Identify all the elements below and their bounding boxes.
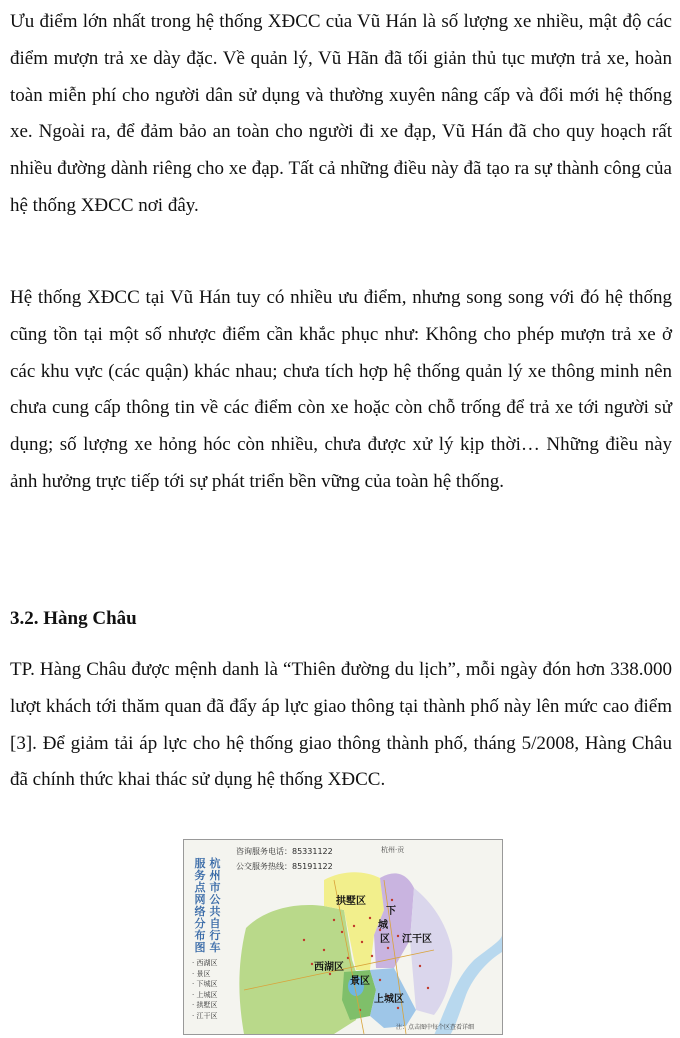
map-title-column-2 xyxy=(193,858,207,954)
legend-item: · 拱墅区 xyxy=(192,1001,218,1009)
hotline-consult: 咨询服务电话：85331122 xyxy=(236,847,333,856)
map-title-char: 车 xyxy=(209,941,221,954)
map-title-char: 图 xyxy=(194,941,206,954)
map-title-char: 点 xyxy=(194,881,206,894)
map-title-char: 络 xyxy=(194,905,206,918)
section-heading: 3.2. Hàng Châu xyxy=(10,608,137,629)
label-jingqu: 景区 xyxy=(350,976,370,987)
map-title-char: 共 xyxy=(209,905,221,918)
label-jianggan: 江干区 xyxy=(402,934,432,945)
map-title-char: 州 xyxy=(209,869,221,882)
map-title-char: 网 xyxy=(194,893,206,906)
hotline-bus: 公交服务热线：85191122 xyxy=(236,862,333,871)
paragraph-wuhan-disadvantages: Hệ thống XĐCC tại Vũ Hán tuy có nhiều ưu điểm, nhưng song song với đó hệ thống cũng tồn tại một số nhược điểm cần khắc phục như: Không cho phép mượn trả xe ở các khu vực (các quận) khác nhau; chưa tích hợp hệ thống quản lý xe thông minh nên chưa cung cấp thông tin về các điểm còn xe hoặc còn chỗ trống để trả xe tới người sử dụng; số lượng xe hỏng hóc còn nhiều, chưa được xử lý kịp thời… Những điều này ảnh hưởng trực tiếp tới sự phát triển bền vững của toàn hệ thống. xyxy=(10,287,672,492)
map-title-char: 服 xyxy=(194,857,206,870)
legend-item: · 上城区 xyxy=(192,990,218,999)
map-note: 注：点击图中每个区查看详细 xyxy=(396,1024,475,1031)
label-cheng: 城 xyxy=(378,920,388,931)
map-title-char: 行 xyxy=(209,929,221,942)
map-title-char: 公 xyxy=(209,893,221,906)
hangzhou-bike-map-figure xyxy=(183,839,503,1035)
map-title-char: 分 xyxy=(194,917,206,930)
label-gongshu: 拱墅区 xyxy=(336,896,366,907)
map-title-column-1 xyxy=(208,858,222,954)
legend-item: · 西湖区 xyxy=(192,959,218,967)
map-title-char: 杭 xyxy=(209,857,221,870)
map-title-char: 市 xyxy=(209,881,221,894)
legend-item: · 景区 xyxy=(192,969,211,978)
legend-item: · 下城区 xyxy=(192,980,218,988)
paragraph-wuhan-advantages: Ưu điểm lớn nhất trong hệ thống XĐCC của Vũ Hán là số lượng xe nhiều, mật độ các điểm mượn trả xe dày đặc. Về quản lý, Vũ Hãn đã tối giản thủ tục mượn trả xe, hoàn toàn miễn phí cho người dân sử dụng và thường xuyên nâng cấp và đổi mới hệ thống xe. Ngoài ra, để đảm bảo an toàn cho người đi xe đạp, Vũ Hán đã cho quy hoạch rất nhiều đường dành riêng cho xe đạp. Tất cả những điều này đã tạo ra sự thành công của hệ thống XĐCC nơi đây. xyxy=(10,11,672,216)
label-xihu: 西湖区 xyxy=(314,962,344,973)
map-title-char: 务 xyxy=(194,869,206,882)
map-title-char: 布 xyxy=(194,929,206,942)
label-qu: 区 xyxy=(380,934,390,945)
map-graphic xyxy=(184,840,502,1034)
legend-item: · 江干区 xyxy=(192,1011,218,1020)
label-shangcheng: 上城区 xyxy=(374,994,404,1005)
label-xia: 下 xyxy=(386,906,396,917)
paragraph-hangzhou-intro: TP. Hàng Châu được mệnh danh là “Thiên đường du lịch”, mỗi ngày đón hơn 338.000 lượt khách tới thăm quan đã đẩy áp lực giao thông tại thành phố này lên mức cao điểm [3]. Để giảm tải áp lực cho hệ thống giao thông thành phố, tháng 5/2008, Hàng Châu đã chính thức khai thác sử dụng hệ thống XĐCC. xyxy=(10,659,672,791)
map-corner-text: 杭州·贡 xyxy=(381,846,405,854)
map-title-char: 自 xyxy=(209,917,221,930)
map-legend xyxy=(192,958,217,1021)
